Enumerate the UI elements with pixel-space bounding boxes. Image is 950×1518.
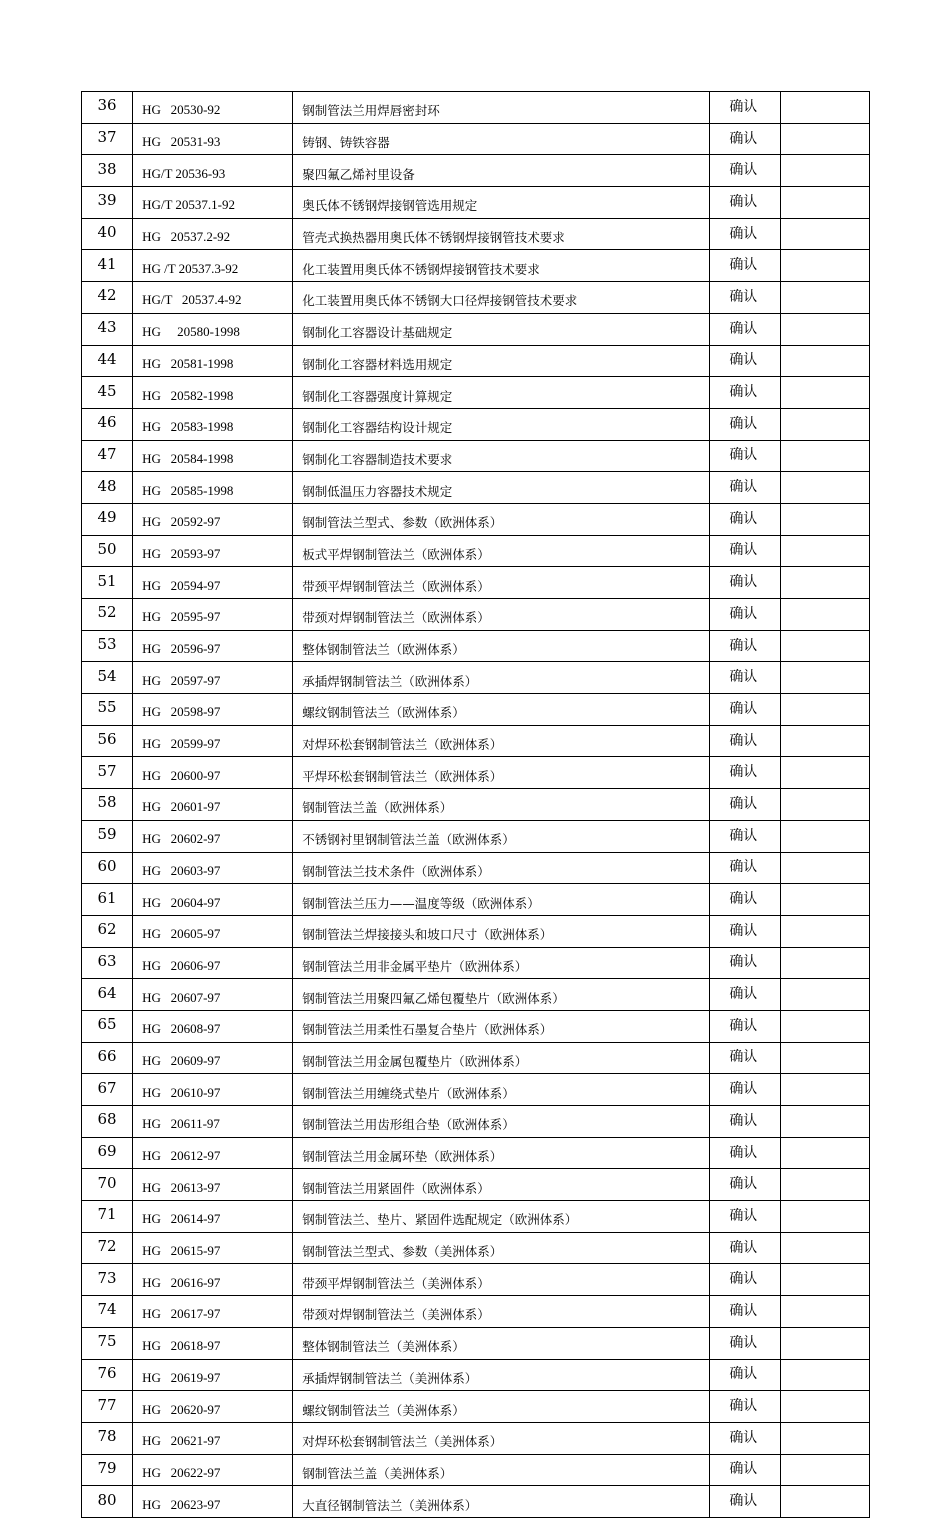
remark-cell <box>780 1074 869 1106</box>
table-row <box>82 1010 870 1042</box>
standard-code: HG 20616-97 <box>133 1264 293 1296</box>
table-row <box>82 1327 870 1359</box>
standard-code: HG 20605-97 <box>133 915 293 947</box>
standard-code: HG/T 20536-93 <box>133 155 293 187</box>
standard-name: 钢制管法兰型式、参数（美洲体系） <box>293 1232 710 1264</box>
standard-name: 奥氏体不锈钢焊接钢管选用规定 <box>293 187 710 219</box>
remark-cell <box>780 884 869 916</box>
row-number: 44 <box>82 345 133 377</box>
standard-name: 管壳式换热器用奥氏体不锈钢焊接钢管技术要求 <box>293 218 710 250</box>
standard-name: 钢制管法兰压力——温度等级（欧洲体系） <box>293 884 710 916</box>
table-row <box>82 630 870 662</box>
remark-cell <box>780 123 869 155</box>
table-row <box>82 503 870 535</box>
table-row <box>82 250 870 282</box>
table-row <box>82 313 870 345</box>
standard-name: 承插焊钢制管法兰（美洲体系） <box>293 1359 710 1391</box>
remark-cell <box>780 789 869 821</box>
standard-name: 钢制管法兰盖（欧洲体系） <box>293 789 710 821</box>
status-cell: 确认 <box>709 535 780 567</box>
row-number: 52 <box>82 599 133 631</box>
status-cell: 确认 <box>709 1074 780 1106</box>
remark-cell <box>780 1454 869 1486</box>
remark-cell <box>780 599 869 631</box>
table-row <box>82 1169 870 1201</box>
remark-cell <box>780 1010 869 1042</box>
table-row <box>82 789 870 821</box>
row-number: 41 <box>82 250 133 282</box>
row-number: 64 <box>82 979 133 1011</box>
row-number: 63 <box>82 947 133 979</box>
table-row <box>82 92 870 124</box>
standard-name: 钢制化工容器结构设计规定 <box>293 408 710 440</box>
standard-code: HG 20599-97 <box>133 725 293 757</box>
remark-cell <box>780 535 869 567</box>
status-cell: 确认 <box>709 472 780 504</box>
table-row <box>82 218 870 250</box>
table-row <box>82 947 870 979</box>
standard-code: HG 20619-97 <box>133 1359 293 1391</box>
row-number: 60 <box>82 852 133 884</box>
row-number: 76 <box>82 1359 133 1391</box>
remark-cell <box>780 694 869 726</box>
standard-code: HG/T 20537.1-92 <box>133 187 293 219</box>
standard-name: 带颈平焊钢制管法兰（欧洲体系） <box>293 567 710 599</box>
standard-name: 钢制管法兰用金属环垫（欧洲体系） <box>293 1137 710 1169</box>
remark-cell <box>780 1106 869 1138</box>
remark-cell <box>780 472 869 504</box>
standard-name: 化工装置用奥氏体不锈钢大口径焊接钢管技术要求 <box>293 282 710 314</box>
standard-name: 钢制管法兰、垫片、紧固件选配规定（欧洲体系） <box>293 1201 710 1233</box>
table-row <box>82 1137 870 1169</box>
status-cell: 确认 <box>709 725 780 757</box>
standard-name: 钢制化工容器设计基础规定 <box>293 313 710 345</box>
standard-code: HG 20621-97 <box>133 1422 293 1454</box>
status-cell: 确认 <box>709 947 780 979</box>
table-row <box>82 1201 870 1233</box>
remark-cell <box>780 440 869 472</box>
remark-cell <box>780 503 869 535</box>
standard-name: 钢制管法兰焊接接头和坡口尺寸（欧洲体系） <box>293 915 710 947</box>
standard-code: HG 20610-97 <box>133 1074 293 1106</box>
row-number: 51 <box>82 567 133 599</box>
table-row <box>82 472 870 504</box>
remark-cell <box>780 915 869 947</box>
row-number: 42 <box>82 282 133 314</box>
standard-name: 带颈平焊钢制管法兰（美洲体系） <box>293 1264 710 1296</box>
row-number: 67 <box>82 1074 133 1106</box>
standard-code: HG 20596-97 <box>133 630 293 662</box>
remark-cell <box>780 1042 869 1074</box>
standard-code: HG 20606-97 <box>133 947 293 979</box>
remark-cell <box>780 250 869 282</box>
remark-cell <box>780 662 869 694</box>
status-cell: 确认 <box>709 1169 780 1201</box>
table-row <box>82 725 870 757</box>
status-cell: 确认 <box>709 1454 780 1486</box>
remark-cell <box>780 1327 869 1359</box>
row-number: 74 <box>82 1296 133 1328</box>
remark-cell <box>780 1422 869 1454</box>
table-row <box>82 1391 870 1423</box>
remark-cell <box>780 1486 869 1518</box>
status-cell: 确认 <box>709 440 780 472</box>
standard-code: HG 20601-97 <box>133 789 293 821</box>
standard-name: 钢制管法兰用金属包覆垫片（欧洲体系） <box>293 1042 710 1074</box>
status-cell: 确认 <box>709 92 780 124</box>
status-cell: 确认 <box>709 1391 780 1423</box>
status-cell: 确认 <box>709 250 780 282</box>
status-cell: 确认 <box>709 757 780 789</box>
standard-code: HG 20602-97 <box>133 820 293 852</box>
status-cell: 确认 <box>709 1422 780 1454</box>
status-cell: 确认 <box>709 345 780 377</box>
standard-name: 钢制管法兰用齿形组合垫（欧洲体系） <box>293 1106 710 1138</box>
standard-name: 不锈钢衬里钢制管法兰盖（欧洲体系） <box>293 820 710 852</box>
row-number: 47 <box>82 440 133 472</box>
remark-cell <box>780 947 869 979</box>
standard-code: HG 20583-1998 <box>133 408 293 440</box>
row-number: 65 <box>82 1010 133 1042</box>
row-number: 75 <box>82 1327 133 1359</box>
remark-cell <box>780 345 869 377</box>
row-number: 57 <box>82 757 133 789</box>
table-row <box>82 820 870 852</box>
table-row <box>82 757 870 789</box>
remark-cell <box>780 630 869 662</box>
row-number: 46 <box>82 408 133 440</box>
remark-cell <box>780 1264 869 1296</box>
standard-code: HG 20592-97 <box>133 503 293 535</box>
standard-code: HG 20604-97 <box>133 884 293 916</box>
table-row <box>82 1296 870 1328</box>
standard-name: 钢制管法兰用聚四氟乙烯包覆垫片（欧洲体系） <box>293 979 710 1011</box>
standard-name: 钢制管法兰用紧固件（欧洲体系） <box>293 1169 710 1201</box>
standard-code: HG 20598-97 <box>133 694 293 726</box>
remark-cell <box>780 1169 869 1201</box>
row-number: 39 <box>82 187 133 219</box>
table-row <box>82 1422 870 1454</box>
status-cell: 确认 <box>709 1137 780 1169</box>
standard-name: 螺纹钢制管法兰（欧洲体系） <box>293 694 710 726</box>
standard-name: 钢制管法兰用焊唇密封环 <box>293 92 710 124</box>
standard-code: HG 20584-1998 <box>133 440 293 472</box>
row-number: 58 <box>82 789 133 821</box>
standard-code: HG 20530-92 <box>133 92 293 124</box>
row-number: 50 <box>82 535 133 567</box>
status-cell: 确认 <box>709 1106 780 1138</box>
row-number: 79 <box>82 1454 133 1486</box>
row-number: 62 <box>82 915 133 947</box>
status-cell: 确认 <box>709 599 780 631</box>
status-cell: 确认 <box>709 1042 780 1074</box>
standard-code: HG 20612-97 <box>133 1137 293 1169</box>
row-number: 68 <box>82 1106 133 1138</box>
remark-cell <box>780 313 869 345</box>
row-number: 55 <box>82 694 133 726</box>
standard-name: 钢制低温压力容器技术规定 <box>293 472 710 504</box>
row-number: 61 <box>82 884 133 916</box>
table-row <box>82 979 870 1011</box>
status-cell: 确认 <box>709 789 780 821</box>
remark-cell <box>780 852 869 884</box>
table-row <box>82 123 870 155</box>
standard-name: 螺纹钢制管法兰（美洲体系） <box>293 1391 710 1423</box>
remark-cell <box>780 377 869 409</box>
remark-cell <box>780 218 869 250</box>
row-number: 73 <box>82 1264 133 1296</box>
standard-name: 钢制管法兰型式、参数（欧洲体系） <box>293 503 710 535</box>
row-number: 69 <box>82 1137 133 1169</box>
table-row <box>82 1359 870 1391</box>
remark-cell <box>780 1391 869 1423</box>
table-row <box>82 567 870 599</box>
standard-code: HG 20608-97 <box>133 1010 293 1042</box>
standard-name: 铸钢、铸铁容器 <box>293 123 710 155</box>
row-number: 59 <box>82 820 133 852</box>
standard-name: 平焊环松套钢制管法兰（欧洲体系） <box>293 757 710 789</box>
row-number: 53 <box>82 630 133 662</box>
remark-cell <box>780 408 869 440</box>
row-number: 49 <box>82 503 133 535</box>
row-number: 38 <box>82 155 133 187</box>
standard-code: HG 20581-1998 <box>133 345 293 377</box>
table-row <box>82 535 870 567</box>
status-cell: 确认 <box>709 123 780 155</box>
status-cell: 确认 <box>709 567 780 599</box>
row-number: 66 <box>82 1042 133 1074</box>
standard-code: HG 20613-97 <box>133 1169 293 1201</box>
remark-cell <box>780 187 869 219</box>
table-row <box>82 884 870 916</box>
standard-code: HG 20614-97 <box>133 1201 293 1233</box>
standard-name: 对焊环松套钢制管法兰（美洲体系） <box>293 1422 710 1454</box>
standard-code: HG 20580-1998 <box>133 313 293 345</box>
remark-cell <box>780 1359 869 1391</box>
status-cell: 确认 <box>709 1359 780 1391</box>
standard-name: 带颈对焊钢制管法兰（欧洲体系） <box>293 599 710 631</box>
standard-name: 聚四氟乙烯衬里设备 <box>293 155 710 187</box>
status-cell: 确认 <box>709 630 780 662</box>
standard-code: HG 20594-97 <box>133 567 293 599</box>
status-cell: 确认 <box>709 377 780 409</box>
row-number: 80 <box>82 1486 133 1518</box>
table-row <box>82 1264 870 1296</box>
row-number: 37 <box>82 123 133 155</box>
status-cell: 确认 <box>709 408 780 440</box>
remark-cell <box>780 820 869 852</box>
standard-code: HG 20617-97 <box>133 1296 293 1328</box>
status-cell: 确认 <box>709 915 780 947</box>
standard-code: HG 20623-97 <box>133 1486 293 1518</box>
remark-cell <box>780 725 869 757</box>
standard-code: HG 20585-1998 <box>133 472 293 504</box>
standard-code: HG 20593-97 <box>133 535 293 567</box>
row-number: 36 <box>82 92 133 124</box>
remark-cell <box>780 1137 869 1169</box>
standard-code: HG 20531-93 <box>133 123 293 155</box>
table-row <box>82 1074 870 1106</box>
status-cell: 确认 <box>709 1486 780 1518</box>
table-row <box>82 1232 870 1264</box>
row-number: 70 <box>82 1169 133 1201</box>
row-number: 45 <box>82 377 133 409</box>
standard-code: HG 20597-97 <box>133 662 293 694</box>
standard-code: HG 20615-97 <box>133 1232 293 1264</box>
standard-code: HG/T 20537.4-92 <box>133 282 293 314</box>
status-cell: 确认 <box>709 884 780 916</box>
remark-cell <box>780 567 869 599</box>
standard-name: 化工装置用奥氏体不锈钢焊接钢管技术要求 <box>293 250 710 282</box>
status-cell: 确认 <box>709 282 780 314</box>
remark-cell <box>780 979 869 1011</box>
standard-code: HG 20618-97 <box>133 1327 293 1359</box>
table-row <box>82 1454 870 1486</box>
table-row <box>82 440 870 472</box>
status-cell: 确认 <box>709 187 780 219</box>
status-cell: 确认 <box>709 662 780 694</box>
status-cell: 确认 <box>709 1296 780 1328</box>
remark-cell <box>780 1296 869 1328</box>
table-row <box>82 408 870 440</box>
remark-cell <box>780 155 869 187</box>
standard-name: 钢制管法兰用非金属平垫片（欧洲体系） <box>293 947 710 979</box>
standard-name: 大直径钢制管法兰（美洲体系） <box>293 1486 710 1518</box>
remark-cell <box>780 757 869 789</box>
status-cell: 确认 <box>709 503 780 535</box>
standard-code: HG 20595-97 <box>133 599 293 631</box>
status-cell: 确认 <box>709 155 780 187</box>
status-cell: 确认 <box>709 1010 780 1042</box>
standard-code: HG 20609-97 <box>133 1042 293 1074</box>
standard-code: HG /T 20537.3-92 <box>133 250 293 282</box>
row-number: 77 <box>82 1391 133 1423</box>
row-number: 54 <box>82 662 133 694</box>
standard-name: 对焊环松套钢制管法兰（欧洲体系） <box>293 725 710 757</box>
standard-name: 钢制管法兰用缠绕式垫片（欧洲体系） <box>293 1074 710 1106</box>
table-row <box>82 377 870 409</box>
standard-code: HG 20537.2-92 <box>133 218 293 250</box>
standard-name: 钢制化工容器制造技术要求 <box>293 440 710 472</box>
standard-code: HG 20622-97 <box>133 1454 293 1486</box>
standards-table-body <box>82 92 870 1518</box>
status-cell: 确认 <box>709 1264 780 1296</box>
table-row <box>82 1042 870 1074</box>
row-number: 43 <box>82 313 133 345</box>
row-number: 78 <box>82 1422 133 1454</box>
status-cell: 确认 <box>709 694 780 726</box>
standard-name: 钢制化工容器材料选用规定 <box>293 345 710 377</box>
remark-cell <box>780 282 869 314</box>
standard-name: 钢制管法兰技术条件（欧洲体系） <box>293 852 710 884</box>
row-number: 56 <box>82 725 133 757</box>
table-row <box>82 345 870 377</box>
row-number: 40 <box>82 218 133 250</box>
standard-name: 整体钢制管法兰（美洲体系） <box>293 1327 710 1359</box>
standards-table <box>81 91 870 1518</box>
standard-code: HG 20603-97 <box>133 852 293 884</box>
standard-name: 钢制管法兰盖（美洲体系） <box>293 1454 710 1486</box>
status-cell: 确认 <box>709 1232 780 1264</box>
standard-name: 钢制化工容器强度计算规定 <box>293 377 710 409</box>
table-row <box>82 1106 870 1138</box>
standard-code: HG 20611-97 <box>133 1106 293 1138</box>
row-number: 72 <box>82 1232 133 1264</box>
table-row <box>82 187 870 219</box>
status-cell: 确认 <box>709 218 780 250</box>
table-row <box>82 915 870 947</box>
status-cell: 确认 <box>709 1327 780 1359</box>
standard-name: 整体钢制管法兰（欧洲体系） <box>293 630 710 662</box>
table-row <box>82 1486 870 1518</box>
remark-cell <box>780 1201 869 1233</box>
remark-cell <box>780 1232 869 1264</box>
table-row <box>82 599 870 631</box>
table-row <box>82 662 870 694</box>
standard-code: HG 20582-1998 <box>133 377 293 409</box>
status-cell: 确认 <box>709 979 780 1011</box>
row-number: 48 <box>82 472 133 504</box>
status-cell: 确认 <box>709 820 780 852</box>
standard-name: 板式平焊钢制管法兰（欧洲体系） <box>293 535 710 567</box>
standard-name: 钢制管法兰用柔性石墨复合垫片（欧洲体系） <box>293 1010 710 1042</box>
standard-code: HG 20607-97 <box>133 979 293 1011</box>
status-cell: 确认 <box>709 1201 780 1233</box>
standard-name: 带颈对焊钢制管法兰（美洲体系） <box>293 1296 710 1328</box>
table-row <box>82 694 870 726</box>
status-cell: 确认 <box>709 852 780 884</box>
table-row <box>82 852 870 884</box>
table-row <box>82 282 870 314</box>
status-cell: 确认 <box>709 313 780 345</box>
row-number: 71 <box>82 1201 133 1233</box>
remark-cell <box>780 92 869 124</box>
standard-name: 承插焊钢制管法兰（欧洲体系） <box>293 662 710 694</box>
table-row <box>82 155 870 187</box>
standard-code: HG 20620-97 <box>133 1391 293 1423</box>
standard-code: HG 20600-97 <box>133 757 293 789</box>
